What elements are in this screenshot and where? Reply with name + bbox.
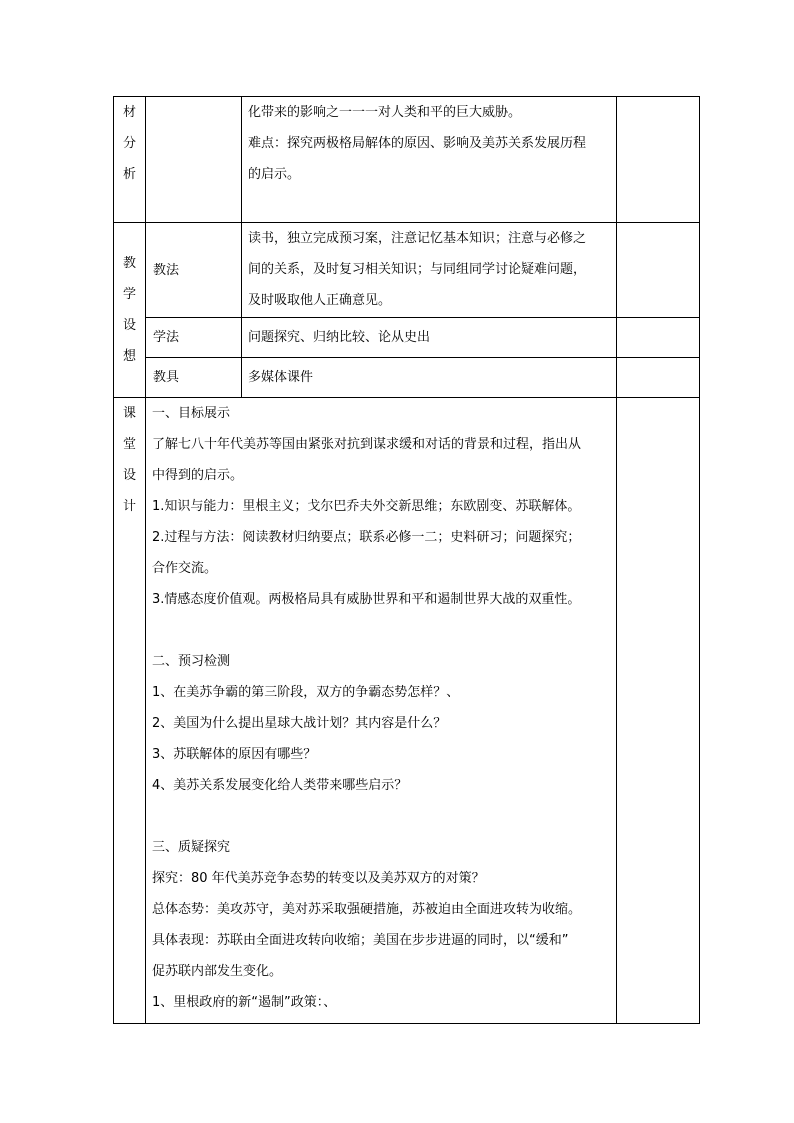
teaching-method-label: 教法 xyxy=(146,223,242,318)
content-line: 一、目标展示 xyxy=(152,406,231,421)
content-line: 1、里根政府的新“遏制”政策：、 xyxy=(152,995,337,1010)
teaching-tools-row xyxy=(114,358,700,398)
content-line: 的启示。 xyxy=(248,167,301,182)
label-char: 分 xyxy=(122,136,136,151)
study-method-content: 问题探究、归纳比较、论从史出 xyxy=(242,318,617,358)
notes-cell xyxy=(617,318,700,358)
content-line: 间的关系，及时复习相关知识；与同组同学讨论疑难问题， xyxy=(248,262,587,277)
label-char: 材 xyxy=(122,105,136,120)
teaching-tools-label: 教具 xyxy=(146,358,242,398)
study-method-row xyxy=(114,318,700,358)
content-line: 二、预习检测 xyxy=(152,654,231,669)
material-analysis-subcell xyxy=(146,97,242,223)
material-analysis-content xyxy=(242,97,617,223)
class-design-row xyxy=(114,398,700,1024)
blank-line xyxy=(152,801,612,832)
notes-cell xyxy=(617,398,700,1024)
content-line: 2、美国为什么提出星球大战计划？其内容是什么？ xyxy=(152,716,447,731)
content-line: 总体态势：美攻苏守，美对苏采取强硬措施，苏被迫由全面进攻转为收缩。 xyxy=(152,902,582,917)
notes-cell xyxy=(617,223,700,318)
label-char: 教 xyxy=(122,256,136,271)
content-line: 促苏联内部发生变化。 xyxy=(152,964,283,979)
teaching-method-row xyxy=(114,223,700,318)
teaching-tools-content: 多媒体课件 xyxy=(242,358,617,398)
label-char: 堂 xyxy=(122,437,136,452)
content-line: 合作交流。 xyxy=(152,561,218,576)
content-line: 2.过程与方法：阅读教材归纳要点；联系必修一二；史料研习；问题探究； xyxy=(152,530,581,545)
content-line: 了解七八十年代美苏等国由紧张对抗到谋求缓和对话的背景和过程，指出从 xyxy=(152,437,582,452)
teaching-method-content xyxy=(242,223,617,318)
content-line: 4、美苏关系发展变化给人类带来哪些启示？ xyxy=(152,778,408,793)
content-line: 中得到的启示。 xyxy=(152,468,244,483)
material-analysis-row xyxy=(114,97,700,223)
content-line: 三、质疑探究 xyxy=(152,840,231,855)
content-line: 具体表现：苏联由全面进攻转向收缩；美国在步步进逼的同时，以“缓和” xyxy=(152,933,569,948)
material-analysis-label xyxy=(114,97,146,223)
content-line: 探究：80 年代美苏竞争态势的转变以及美苏双方的对策？ xyxy=(152,871,485,886)
class-design-content xyxy=(146,398,617,1024)
content-line: 及时吸取他人正确意见。 xyxy=(248,293,392,308)
content-line: 3、苏联解体的原因有哪些？ xyxy=(152,747,317,762)
content-line: 3.情感态度价值观。两极格局具有威胁世界和平和遏制世界大战的双重性。 xyxy=(152,592,581,607)
class-design-label xyxy=(114,398,146,1024)
notes-cell xyxy=(617,358,700,398)
content-line: 读书，独立完成预习案，注意记忆基本知识；注意与必修之 xyxy=(248,231,587,246)
label-char: 设 xyxy=(122,318,136,333)
content-line: 1、在美苏争霸的第三阶段，双方的争霸态势怎样？、 xyxy=(152,685,460,700)
content-line: 难点：探究两极格局解体的原因、影响及美苏关系发展历程 xyxy=(248,136,587,151)
lesson-plan-table xyxy=(113,96,700,1024)
study-method-label: 学法 xyxy=(146,318,242,358)
label-char: 析 xyxy=(122,167,136,182)
label-char: 学 xyxy=(122,287,136,302)
content-line: 化带来的影响之一一一对人类和平的巨大威胁。 xyxy=(248,105,522,120)
label-char: 计 xyxy=(122,499,136,514)
label-char: 课 xyxy=(122,406,136,421)
label-char: 设 xyxy=(122,468,136,483)
content-line: 1.知识与能力：里根主义；戈尔巴乔夫外交新思维；东欧剧变、苏联解体。 xyxy=(152,499,581,514)
notes-cell xyxy=(617,97,700,223)
label-char: 想 xyxy=(122,349,136,364)
blank-line xyxy=(152,615,612,646)
teaching-design-label xyxy=(114,223,146,398)
